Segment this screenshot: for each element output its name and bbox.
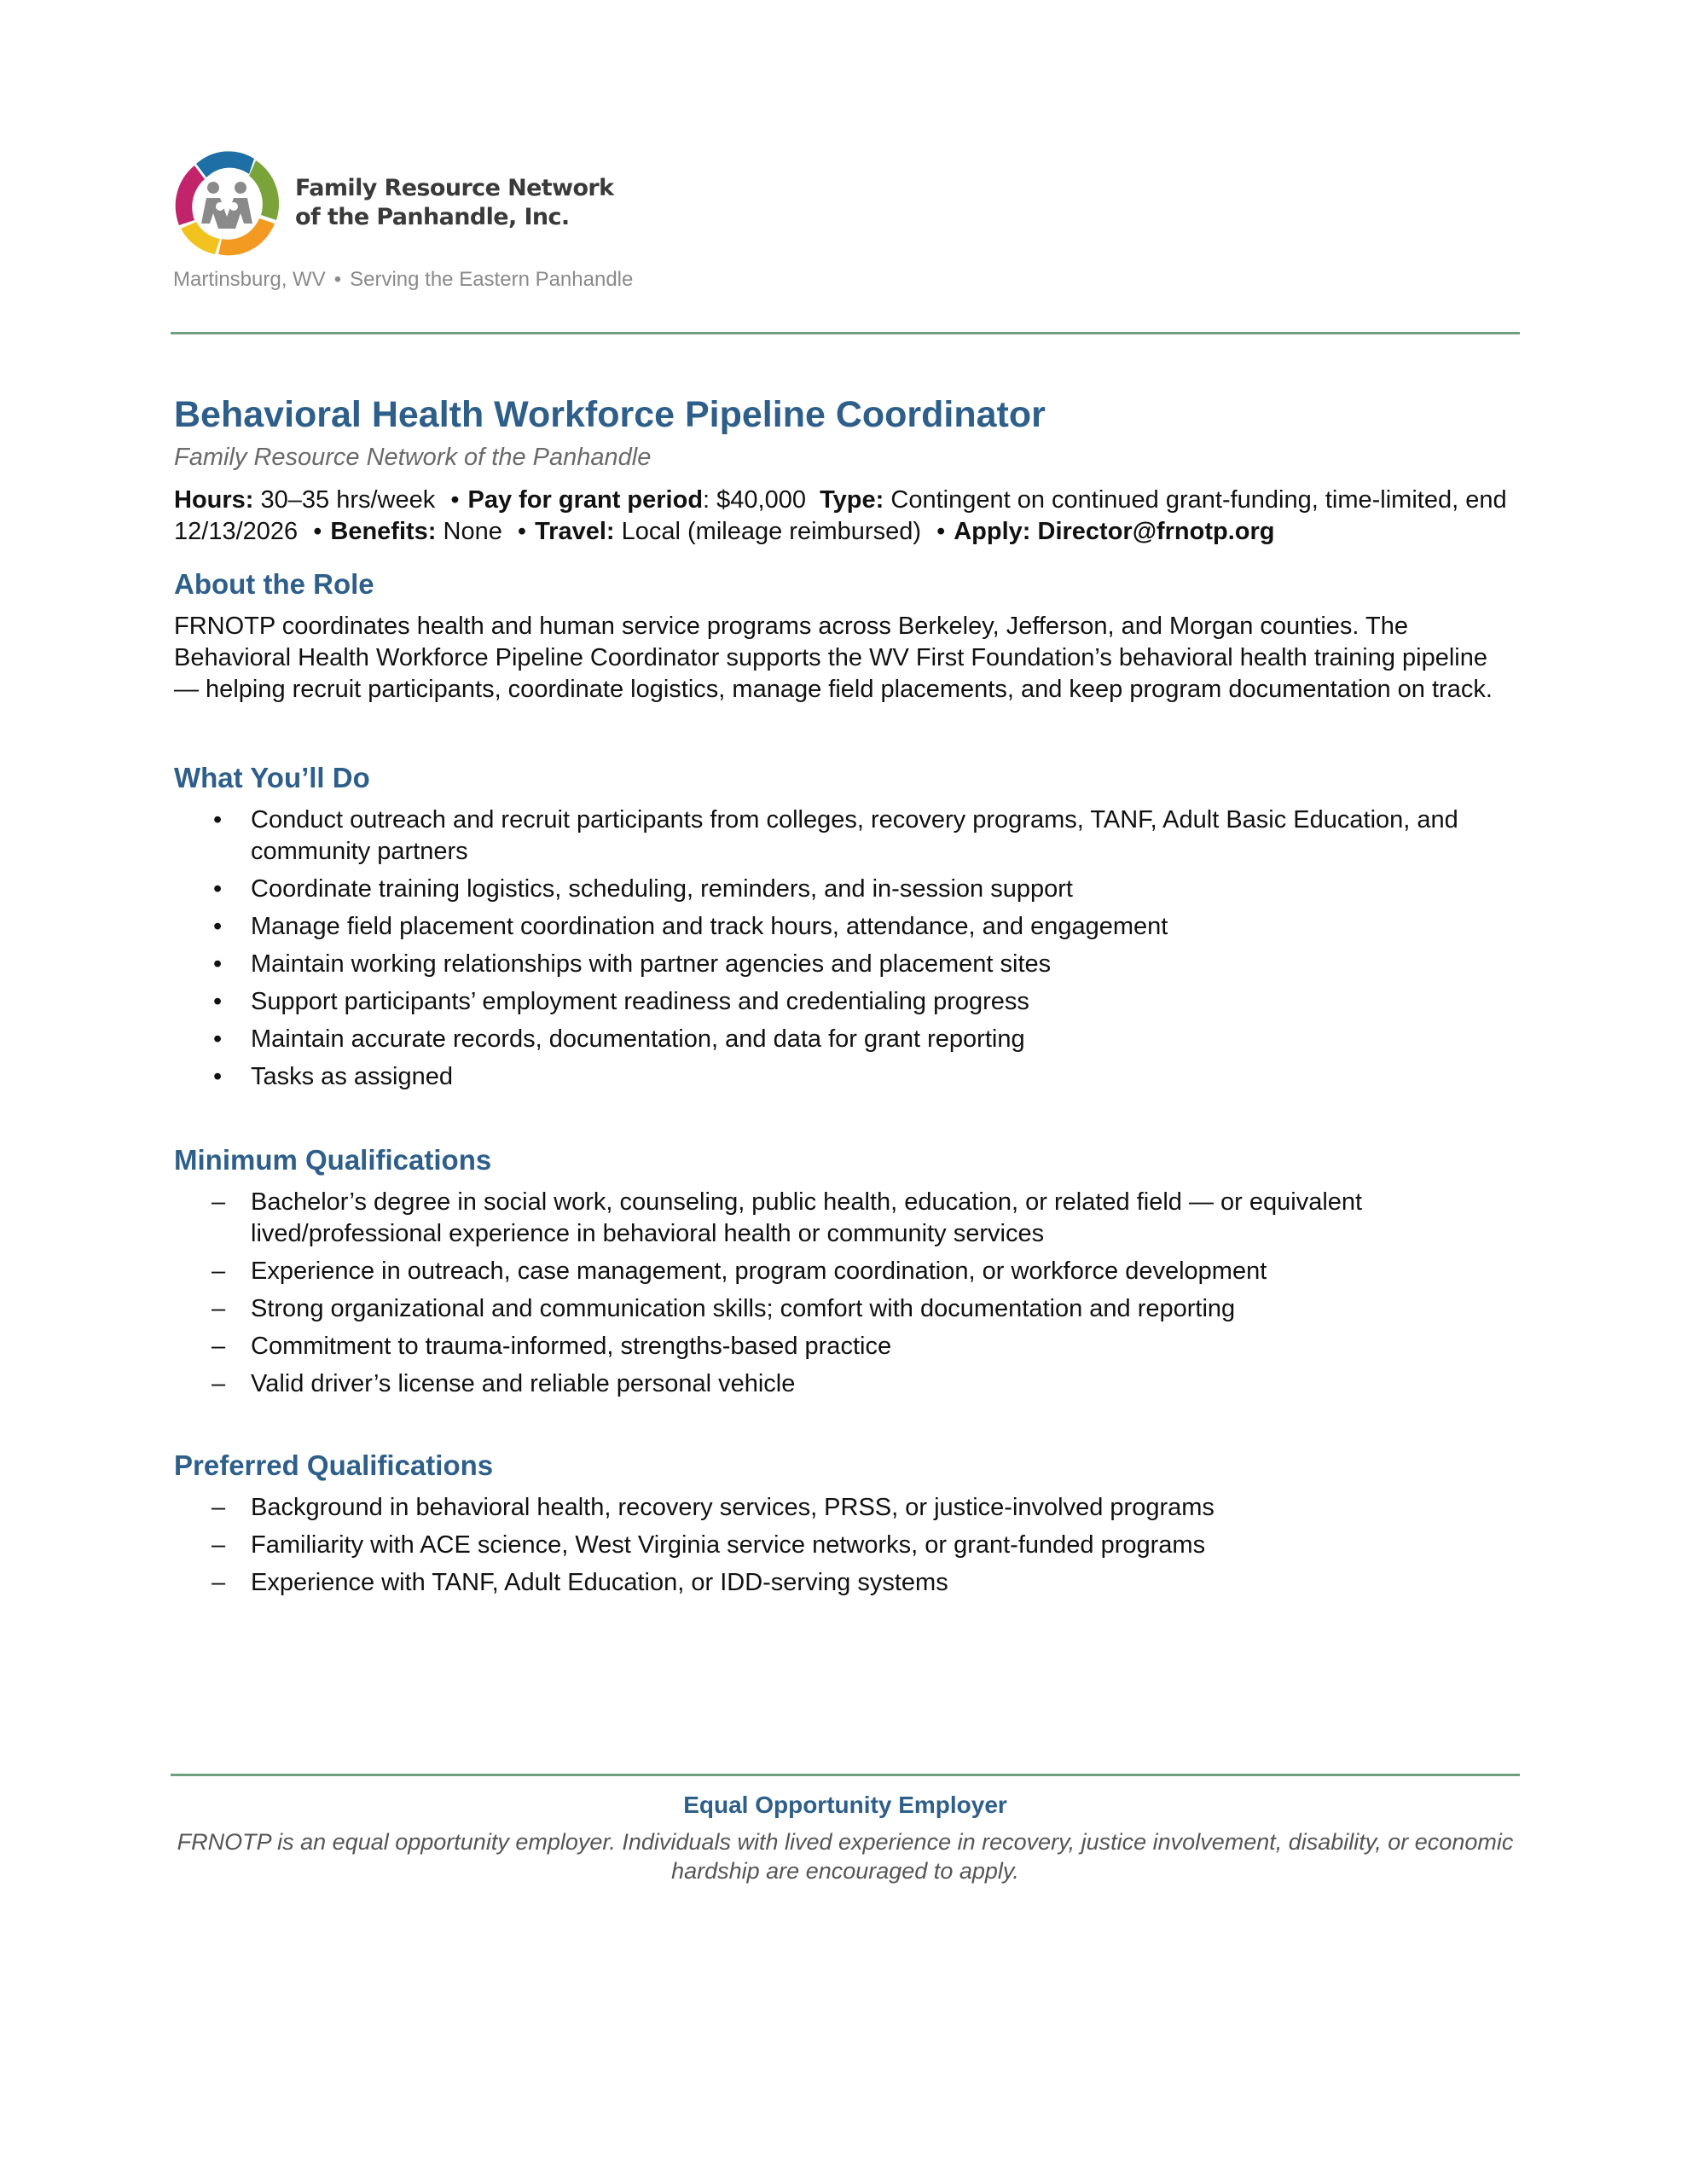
- list-item: • Tasks as assigned: [174, 1061, 1518, 1093]
- logo-line-2: of the Panhandle, Inc.: [295, 204, 570, 230]
- type-label: Type:: [820, 486, 884, 514]
- bullet-icon: •: [213, 806, 223, 834]
- footer-divider: [171, 1774, 1520, 1776]
- dash-icon: –: [212, 1333, 226, 1360]
- eoe-heading: Equal Opportunity Employer: [683, 1792, 1007, 1818]
- bullet-icon: •: [213, 950, 223, 978]
- travel-label: Travel:: [535, 518, 615, 545]
- hours-value: 30–35 hrs/week: [260, 486, 436, 514]
- dash-icon: –: [212, 1494, 226, 1521]
- list-item: • Support participants’ employment readiness and credentialing progress: [174, 986, 1518, 1018]
- duties-list: [174, 804, 1518, 1093]
- preferred-qualifications-list: [174, 1492, 1518, 1599]
- list-item: • Maintain working relationships with partner agencies and placement sites: [174, 949, 1518, 980]
- org-logo: [171, 145, 613, 261]
- family-circle-logo-icon: [171, 145, 283, 261]
- dash-icon: –: [212, 1531, 226, 1559]
- separator-dot: •: [333, 268, 342, 291]
- dash-icon: –: [212, 1188, 226, 1216]
- location-line: [173, 268, 633, 292]
- logo-line-1: Family Resource Network: [295, 175, 614, 201]
- duties-heading: What You’ll Do: [174, 762, 370, 793]
- list-item: – Background in behavioral health, recovery services, PRSS, or justice-involved programs: [174, 1492, 1518, 1524]
- about-text: FRNOTP coordinates health and human service programs across Berkeley, Jefferson, and Morgan counties. The Behavioral Health Workforce Pipeline Coordinator supports the WV First Foundation’s behavioral health training pipeline — helping recruit participants, coordinate logistics, manage field placements, and keep program documentation on track.: [174, 613, 1493, 703]
- dash-icon: –: [212, 1569, 226, 1596]
- benefits-value: None: [443, 518, 502, 545]
- minimum-qualifications-list: [174, 1187, 1518, 1400]
- eoe-footer: [171, 1790, 1520, 1885]
- apply-label: Apply:: [954, 518, 1031, 545]
- meta-separator: •: [936, 518, 946, 545]
- list-item: – Bachelor’s degree in social work, counseling, public health, education, or related field — or equivalent lived/professional experience in behavioral health or community services: [212, 1188, 1363, 1247]
- dash-icon: –: [212, 1295, 226, 1322]
- apply-email-link[interactable]: Director@frnotp.org: [1037, 518, 1275, 545]
- bullet-icon: •: [213, 1063, 223, 1090]
- list-item: – Valid driver’s license and reliable personal vehicle: [174, 1368, 1518, 1400]
- dash-icon: –: [212, 1370, 226, 1397]
- list-item: • Manage field placement coordination and track hours, attendance, and engagement: [174, 911, 1518, 943]
- meta-separator: •: [313, 518, 322, 545]
- header-divider: [171, 332, 1520, 334]
- page-title: Behavioral Health Workforce Pipeline Coordinator: [174, 394, 1046, 435]
- job-meta: [174, 485, 1518, 548]
- org-logo-text: [295, 174, 613, 232]
- organization-subtitle: Family Resource Network of the Panhandle: [174, 444, 652, 471]
- dash-icon: –: [212, 1258, 226, 1285]
- location-city: Martinsburg, WV: [173, 268, 326, 291]
- about-heading: About the Role: [174, 568, 374, 600]
- list-item: – Familiarity with ACE science, West Virginia service networks, or grant-funded programs: [174, 1530, 1518, 1561]
- list-item: – Commitment to trauma-informed, strengths-based practice: [174, 1331, 1518, 1362]
- pay-label: Pay for grant period: [467, 486, 704, 514]
- preferred-qualifications-heading: Preferred Qualifications: [174, 1449, 494, 1481]
- list-item: • Conduct outreach and recruit participants from colleges, recovery programs, TANF, Adult Basic Education, and community partners: [213, 806, 1458, 865]
- eoe-statement: FRNOTP is an equal opportunity employer. Individuals with lived experience in recovery, justice involvement, disability, or economic hardship are encouraged to apply.: [177, 1829, 1514, 1884]
- travel-value: Local (mileage reimbursed): [621, 518, 921, 545]
- location-tagline: Serving the Eastern Panhandle: [350, 268, 634, 291]
- bullet-icon: •: [213, 1025, 223, 1053]
- bullet-icon: •: [213, 988, 223, 1015]
- bullet-icon: •: [213, 875, 223, 903]
- type-value: Contingent on continued grant-funding, time-limited, end 12/13/2026: [174, 486, 1507, 545]
- hours-label: Hours:: [174, 486, 254, 514]
- list-item: – Experience in outreach, case management, program coordination, or workforce development: [174, 1256, 1518, 1287]
- list-item: – Strong organizational and communication skills; comfort with documentation and reporting: [174, 1293, 1518, 1325]
- minimum-qualifications-heading: Minimum Qualifications: [174, 1144, 492, 1176]
- list-item: – Experience with TANF, Adult Education, or IDD-serving systems: [174, 1567, 1518, 1599]
- list-item: • Maintain accurate records, documentation, and data for grant reporting: [174, 1024, 1518, 1055]
- pay-value: : $40,000: [703, 486, 806, 514]
- list-item: • Coordinate training logistics, scheduling, reminders, and in-session support: [174, 874, 1518, 905]
- meta-separator: •: [450, 486, 460, 514]
- bullet-icon: •: [213, 913, 223, 940]
- job-content: [174, 391, 1518, 1605]
- meta-separator: •: [517, 518, 527, 545]
- benefits-label: Benefits:: [330, 518, 437, 545]
